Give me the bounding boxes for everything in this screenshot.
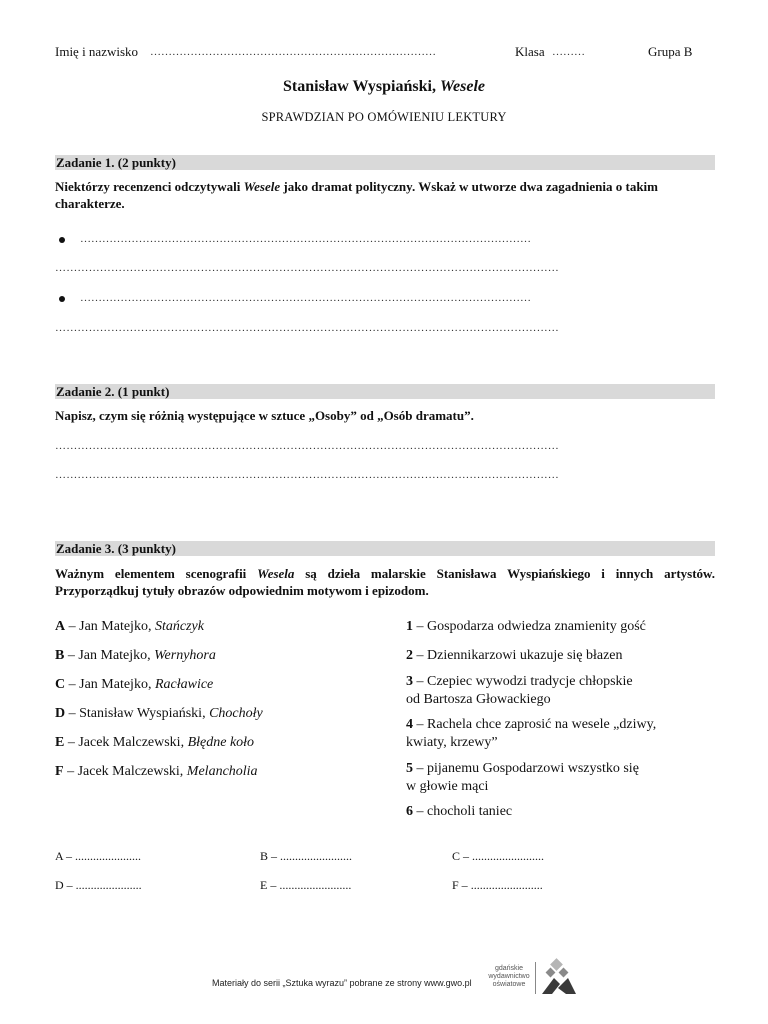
- publisher-logo-text: gdańskie wydawnictwo oświatowe: [488, 965, 530, 988]
- painting-item: E – Jacek Malczewski, Błędne koło: [55, 735, 255, 750]
- episode-item: 6 – chocholi taniec: [406, 804, 513, 819]
- painting-item: C – Jan Matejko, Racławice: [55, 677, 214, 692]
- task1-heading: Zadanie 1. (2 punkty): [55, 155, 715, 170]
- painting-item: D – Stanisław Wyspiański, Chochoły: [55, 706, 263, 721]
- logo-divider: [535, 962, 536, 994]
- episode-item: 2 – Dziennikarzowi ukazuje się błazen: [406, 648, 623, 663]
- class-field[interactable]: ………: [552, 46, 585, 58]
- task1-answer-line-1[interactable]: ……………………………………………………………………………………………………………: [80, 233, 531, 245]
- task2-heading: Zadanie 2. (1 punkt): [55, 384, 715, 399]
- bullet-icon: [58, 295, 66, 303]
- task2-answer-line-1[interactable]: ………………………………………………………………………………………………………………………: [55, 440, 559, 452]
- episode-item: 3 – Czepiec wywodzi tradycje chłopskie od Bartosza Głowackiego: [406, 674, 633, 707]
- task1-answer-line-4[interactable]: ………………………………………………………………………………………………………………………: [55, 322, 559, 334]
- answer-slot-b[interactable]: B – ........................: [260, 849, 353, 863]
- group-label: Grupa B: [648, 44, 693, 59]
- task1-answer-line-2[interactable]: ………………………………………………………………………………………………………………………: [55, 262, 559, 274]
- answer-slot-a[interactable]: A – ......................: [55, 849, 142, 863]
- painting-item: A – Jan Matejko, Stańczyk: [55, 619, 204, 634]
- task3-prompt-work: Wesela: [257, 566, 295, 581]
- task1-answer-line-3[interactable]: ……………………………………………………………………………………………………………: [80, 292, 531, 304]
- name-label: Imię i nazwisko: [55, 44, 139, 59]
- task3-heading: Zadanie 3. (3 punkty): [55, 541, 715, 556]
- bullet-icon: [58, 236, 66, 244]
- task2-answer-line-2[interactable]: ………………………………………………………………………………………………………………………: [55, 469, 559, 481]
- task1-prompt-text: Niektórzy recenzenci odczytywali: [55, 179, 241, 194]
- task2-prompt: Napisz, czym się różnią występujące w sztuce „Osoby” od „Osób dramatu”.: [55, 408, 474, 423]
- student-header: [55, 44, 715, 62]
- gwo-logo-icon: [538, 958, 580, 998]
- episode-item: 5 – pijanemu Gospodarzowi wszystko się w głowie mąci: [406, 761, 639, 794]
- episode-item: 4 – Rachela chce zaprosić na wesele „dziwy, kwiaty, krzewy”: [406, 717, 657, 750]
- task3-prompt: [55, 565, 715, 599]
- task1-prompt-text-end: jako dramat polityczny. Wskaż w utworze dwa zagadnienia o takim charakterze.: [55, 179, 658, 211]
- page-title: [0, 78, 768, 96]
- title-work: Wesele: [439, 78, 485, 95]
- task1-prompt: [55, 178, 715, 212]
- answer-slot-d[interactable]: D – ......................: [55, 878, 142, 892]
- footer-text: Materiały do serii „Sztuka wyrazu” pobrane ze strony www.gwo.pl: [212, 978, 472, 988]
- task3-prompt-text: Ważnym elementem scenografii: [55, 566, 247, 581]
- name-field[interactable]: ……………………………………………………………………: [150, 46, 436, 58]
- task3-prompt-text-end: są dzieła malarskie Stanisława Wyspiańskiego i innych artystów. Przyporządkuj tytuły obrazów odpowiednim motywom i epizodom.: [55, 566, 715, 598]
- answer-slot-f[interactable]: F – ........................: [452, 878, 543, 892]
- episode-item: 1 – Gospodarza odwiedza znamienity gość: [406, 619, 646, 634]
- answer-slot-e[interactable]: E – ........................: [260, 878, 352, 892]
- painting-item: B – Jan Matejko, Wernyhora: [55, 648, 216, 663]
- painting-item: F – Jacek Malczewski, Melancholia: [55, 764, 258, 779]
- answer-slot-c[interactable]: C – ........................: [452, 849, 545, 863]
- class-label: Klasa: [515, 44, 545, 59]
- task1-prompt-work: Wesele: [243, 179, 281, 194]
- page-subtitle: SPRAWDZIAN PO OMÓWIENIU LEKTURY: [261, 110, 507, 124]
- title-author: Stanisław Wyspiański,: [283, 78, 436, 95]
